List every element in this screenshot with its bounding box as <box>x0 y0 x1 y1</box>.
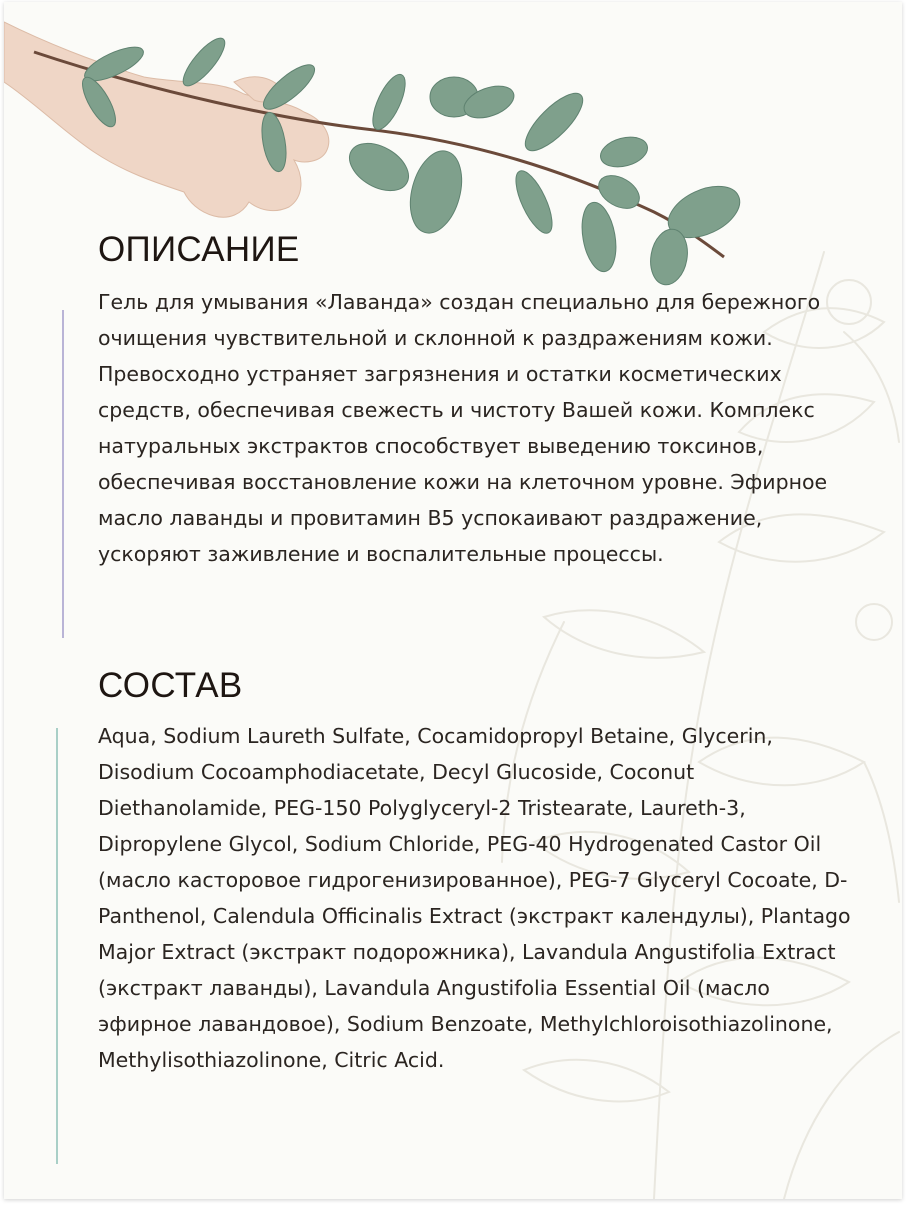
composition-title: СОСТАВ <box>98 666 243 705</box>
composition-text: Aqua, Sodium Laureth Sulfate, Cocamidopropyl Betaine, Glycerin, Disodium Cocoamphodiacetate, Decyl Glucoside, Coconut Diethanolamide, PEG-150 Polyglyceryl-2 Tristearate, Laureth-3, Dipropylene Glycol, Sodium Chloride, PEG-40 Hydrogenated Castor Oil (масло касторовое гидрогенизированное), PEG-7 Glyceryl Cocoate, D-Panthenol, Calendula Officinalis Extract (экстракт календулы), Plantago Major Extract (экстракт подорожника), Lavandula Angustifolia Extract (экстракт лаванды), Lavandula Angustifolia Essential Oil (масло эфирное лавандовое), Sodium Benzoate, Methylchloroisothiazolinone, Methylisothiazolinone, Citric Acid. <box>98 724 851 1072</box>
composition-accent-line <box>56 728 58 1164</box>
description-text: Гель для умывания «Лаванда» создан специально для бережного очищения чувствительной и склонной к раздражениям кожи. Превосходно устраняет загрязнения и остатки косметических средств, обеспечивая свежесть и чистоту Вашей кожи. Комплекс натуральных экстрактов способствует выведению токсинов, обеспечивая восстановление кожи на клеточном уровне. Эфирное масло лаванды и провитамин В5 успокаивают раздражение, ускоряют заживление и воспалительные процессы. <box>98 290 828 566</box>
description-title: ОПИСАНИЕ <box>98 230 300 269</box>
description-accent-line <box>62 310 64 638</box>
product-info-card <box>4 2 902 1199</box>
